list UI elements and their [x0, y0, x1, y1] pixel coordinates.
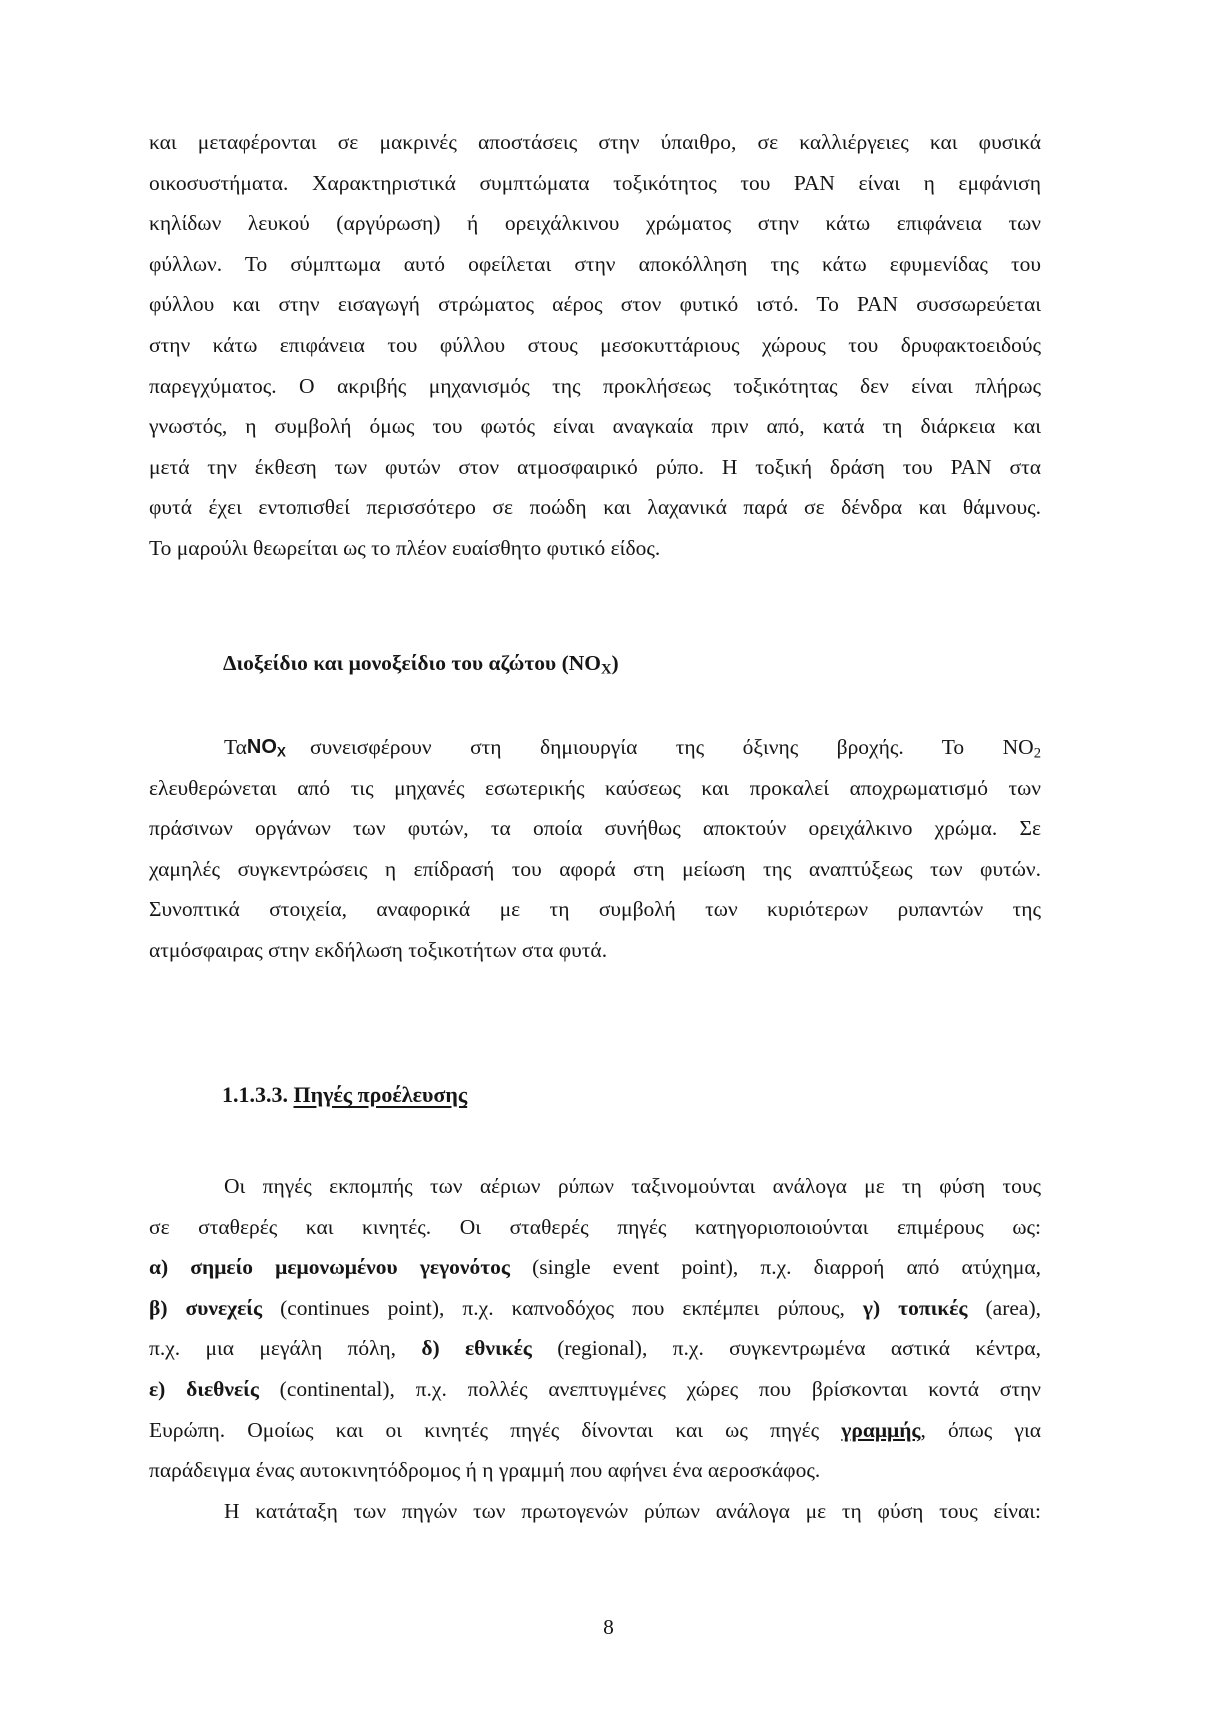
bold-term: δ) εθνικές: [421, 1336, 532, 1361]
text-line: φύλλου και στην εισαγωγή στρώματος αέρος στον φυτικό ιστό. Το PAN συσσωρεύεται: [149, 292, 1041, 317]
text-line: παράδειγμα ένας αυτοκινητόδρομος ή η γραμμή που αφήνει ένα αεροσκάφος.: [149, 1458, 821, 1483]
text-line: φυτά έχει εντοπισθεί περισσότερο σε ποώδη και λαχανικά παρά σε δένδρα και θάμνους.: [149, 495, 1041, 520]
text-span: Τα: [224, 735, 247, 759]
text-line: κηλίδων λευκού (αργύρωση) ή ορειχάλκινου χρώματος στην κάτω επιφάνεια των: [149, 211, 1041, 236]
text-line: σε σταθερές και κινητές. Οι σταθερές πηγές κατηγοριοποιούνται επιμέρους ως:: [149, 1214, 1041, 1239]
text-line: ατμόσφαιρας στην εκδήλωση τοξικοτήτων στα φυτά.: [149, 937, 608, 962]
text-span: (area),: [967, 1295, 1041, 1320]
text-line: χαμηλές συγκεντρώσεις η επίδρασή του αφορά στη μείωση της αναπτύξεως των φυτών.: [149, 856, 1041, 881]
paragraph-pan-effects: [149, 122, 1041, 569]
nox-label: [247, 727, 286, 768]
text-span: Ευρώπη. Ομοίως και οι κινητές πηγές δίνονται και ως πηγές: [149, 1417, 842, 1442]
text-span: συνεισφέρουν στη δημιουργία της όξινης βροχής. Το NO: [310, 735, 1034, 759]
text-line: Η κατάταξη των πηγών των πρωτογενών ρύπων ανάλογα με τη φύση τους είναι:: [224, 1498, 1041, 1523]
text-line: [149, 727, 1041, 768]
nox-text: NO: [246, 736, 277, 758]
text-line: [149, 1369, 1041, 1410]
bold-term: β) συνεχείς: [149, 1295, 263, 1320]
bold-term: γ) τοπικές: [862, 1295, 968, 1320]
heading-close: ): [611, 651, 619, 675]
text-span: , όπως για: [920, 1417, 1041, 1442]
text-span: π.χ. μια μεγάλη πόλη,: [149, 1336, 422, 1361]
text-line: [149, 1247, 1041, 1288]
text-span: (continues point), π.χ. καπνοδόχος που εκπέμπει ρύπους,: [262, 1295, 863, 1320]
heading-nitrogen-oxides: [223, 643, 619, 683]
text-line: στην κάτω επιφάνεια του φύλλου στους μεσοκυττάριους χώρους του δρυφακτοειδούς: [149, 332, 1041, 357]
paragraph-nox: [149, 727, 1041, 971]
nox-subscript: X: [276, 744, 286, 760]
text-line: πράσινων οργάνων των φυτών, τα οποία συνήθως αποκτούν ορειχάλκινο χρώμα. Σε: [149, 816, 1041, 841]
heading-subscript: X: [600, 661, 612, 678]
section-title: Πηγές προέλευσης: [293, 1082, 468, 1107]
text-span: (regional), π.χ. συγκεντρωμένα αστικά κέντρα,: [531, 1336, 1041, 1361]
text-line: παρεγχύματος. Ο ακριβής μηχανισμός της προκλήσεως τοξικότητας δεν είναι πλήρως: [149, 373, 1041, 398]
text-span: [310, 727, 1041, 768]
heading-text: Διοξείδιο και μονοξείδιο του αζώτου (NO: [223, 651, 601, 675]
bold-term: α) σημείο μεμονωμένου γεγονότος: [149, 1255, 510, 1280]
text-line: οικοσυστήματα. Χαρακτηριστικά συμπτώματα τοξικότητος του PAN είναι η εμφάνιση: [149, 170, 1041, 195]
bold-term: γραμμής: [841, 1417, 921, 1442]
text-line: [149, 1410, 1041, 1451]
page-number: 8: [603, 1615, 614, 1639]
text-line: γνωστός, η συμβολή όμως του φωτός είναι αναγκαία πριν από, κατά τη διάρκεια και: [149, 414, 1041, 439]
text-line: μετά την έκθεση των φυτών στον ατμοσφαιρικό ρύπο. Η τοξική δράση του PAN στα: [149, 454, 1041, 479]
text-line: [149, 1328, 1041, 1369]
bold-term: ε) διεθνείς: [149, 1376, 259, 1401]
text-line: Συνοπτικά στοιχεία, αναφορικά με τη συμβολή των κυριότερων ρυπαντών της: [149, 897, 1041, 922]
text-span: (continental), π.χ. πολλές ανεπτυγμένες χώρες που βρίσκονται κοντά στην: [258, 1376, 1041, 1401]
paragraph-sources: [149, 1166, 1041, 1531]
section-heading: [222, 1082, 467, 1108]
text-line: και μεταφέρονται σε μακρινές αποστάσεις στην ύπαιθρο, σε καλλιέργειες και φυσικά: [149, 130, 1041, 154]
section-number: 1.1.3.3.: [222, 1082, 288, 1107]
no2-subscript: 2: [1033, 745, 1041, 762]
text-line: [149, 1288, 1041, 1329]
text-line: φύλλων. Το σύμπτωμα αυτό οφείλεται στην αποκόλληση της κάτω εφυμενίδας του: [149, 251, 1041, 276]
text-line: Το μαρούλι θεωρείται ως το πλέον ευαίσθητο φυτικό είδος.: [149, 535, 661, 560]
text-line: ελευθερώνεται από τις μηχανές εσωτερικής καύσεως και προκαλεί αποχρωματισμό των: [149, 775, 1041, 800]
text-line: Οι πηγές εκπομπής των αέριων ρύπων ταξινομούνται ανάλογα με τη φύση τους: [224, 1174, 1041, 1198]
text-span: (single event point), π.χ. διαρροή από ατύχημα,: [509, 1255, 1041, 1280]
